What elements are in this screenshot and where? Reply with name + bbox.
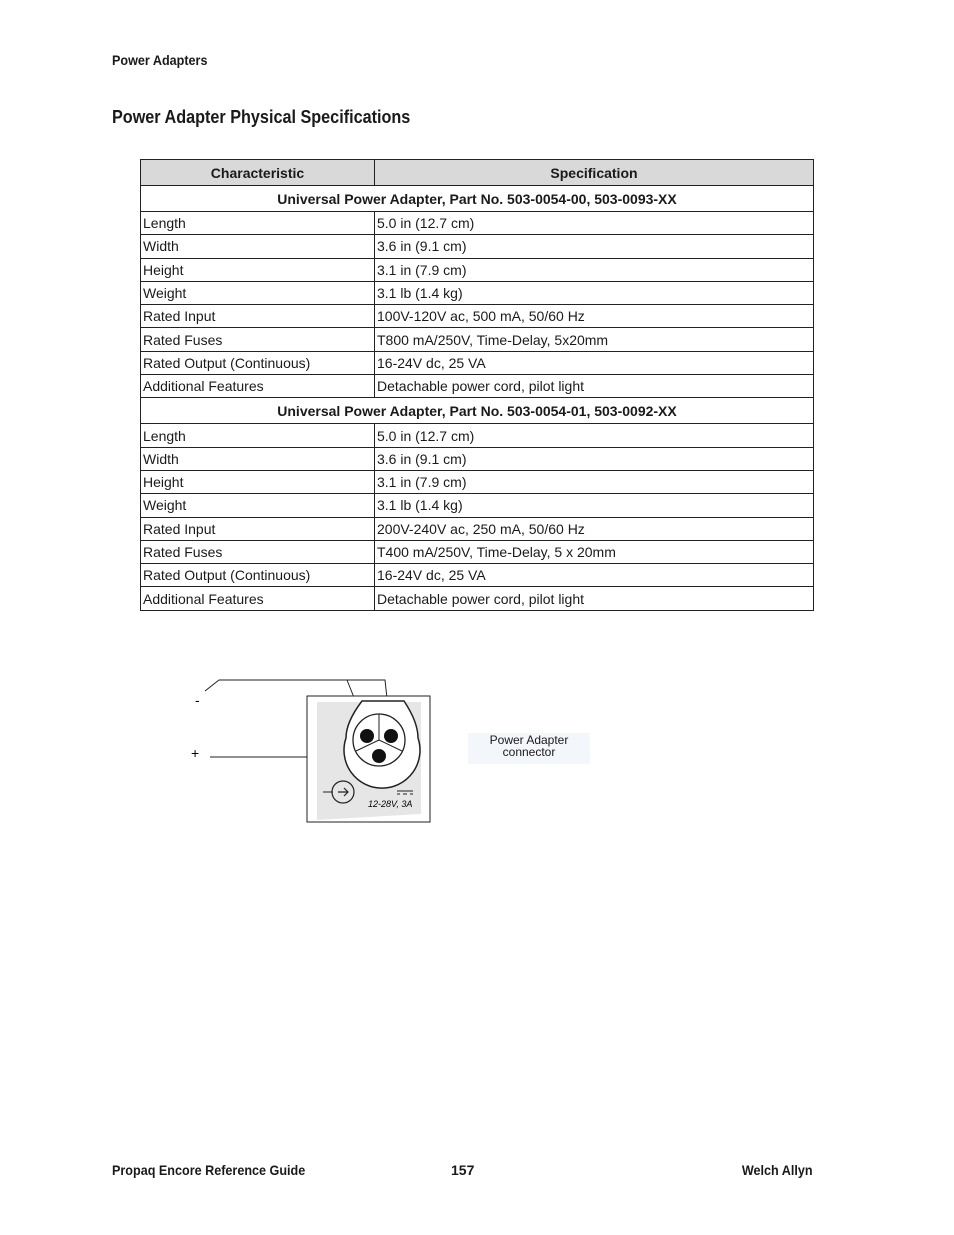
- table-row: [141, 235, 814, 258]
- table-header-row: [141, 160, 814, 186]
- characteristic-cell: Rated Output (Continuous): [141, 564, 375, 587]
- characteristic-cell: Rated Input: [141, 305, 375, 328]
- figure-caption-line2: connector: [502, 745, 556, 759]
- section-title: Power Adapter Physical Specifications: [112, 107, 411, 127]
- table-row: [141, 494, 814, 517]
- characteristic-cell: Rated Input: [141, 517, 375, 540]
- characteristic-cell: Length: [141, 424, 375, 447]
- table-row: [141, 587, 814, 610]
- column-header-specification: Specification: [375, 160, 814, 186]
- running-header: Power Adapters: [112, 52, 208, 68]
- footer-guide-title: Propaq Encore Reference Guide: [112, 1162, 306, 1178]
- table-row: [141, 305, 814, 328]
- table-row: [141, 212, 814, 235]
- spec-table-body: [141, 186, 814, 611]
- table-row: [141, 424, 814, 447]
- table-row: [141, 351, 814, 374]
- plus-terminal-label: +: [191, 745, 200, 761]
- specification-cell: 3.1 lb (1.4 kg): [375, 494, 814, 517]
- table-row: [141, 447, 814, 470]
- specification-cell: Detachable power cord, pilot light: [375, 587, 814, 610]
- specification-cell: 3.1 in (7.9 cm): [375, 258, 814, 281]
- characteristic-cell: Rated Output (Continuous): [141, 351, 375, 374]
- specification-cell: 3.1 lb (1.4 kg): [375, 281, 814, 304]
- specification-cell: 16-24V dc, 25 VA: [375, 351, 814, 374]
- specification-cell: 5.0 in (12.7 cm): [375, 212, 814, 235]
- characteristic-cell: Additional Features: [141, 375, 375, 398]
- characteristic-cell: Weight: [141, 281, 375, 304]
- specification-cell: 100V-120V ac, 500 mA, 50/60 Hz: [375, 305, 814, 328]
- group-title: Universal Power Adapter, Part No. 503-0054-01, 503-0092-XX: [141, 398, 814, 424]
- figure-caption: [468, 733, 590, 764]
- footer-brand: Welch Allyn: [742, 1162, 813, 1178]
- rating-label: 12-28V, 3A: [368, 799, 413, 809]
- characteristic-cell: Width: [141, 447, 375, 470]
- characteristic-cell: Width: [141, 235, 375, 258]
- specification-cell: Detachable power cord, pilot light: [375, 375, 814, 398]
- table-group-row: [141, 186, 814, 212]
- footer-page-number: 157: [451, 1162, 475, 1178]
- table-row: [141, 470, 814, 493]
- table-row: [141, 375, 814, 398]
- table-row: [141, 564, 814, 587]
- table-row: [141, 258, 814, 281]
- table-row: [141, 281, 814, 304]
- specification-cell: T400 mA/250V, Time-Delay, 5 x 20mm: [375, 540, 814, 563]
- specification-cell: 200V-240V ac, 250 mA, 50/60 Hz: [375, 517, 814, 540]
- characteristic-cell: Additional Features: [141, 587, 375, 610]
- specification-cell: 5.0 in (12.7 cm): [375, 424, 814, 447]
- characteristic-cell: Length: [141, 212, 375, 235]
- specification-cell: 3.1 in (7.9 cm): [375, 470, 814, 493]
- barrel-connector-icon: [344, 701, 420, 788]
- specification-cell: T800 mA/250V, Time-Delay, 5x20mm: [375, 328, 814, 351]
- characteristic-cell: Height: [141, 258, 375, 281]
- minus-terminal-label: -: [195, 692, 200, 708]
- table-row: [141, 328, 814, 351]
- table-row: [141, 517, 814, 540]
- specification-cell: 3.6 in (9.1 cm): [375, 235, 814, 258]
- characteristic-cell: Height: [141, 470, 375, 493]
- spec-table: [140, 159, 814, 611]
- characteristic-cell: Rated Fuses: [141, 328, 375, 351]
- figure-caption-line1: Power Adapter: [489, 733, 569, 747]
- characteristic-cell: Weight: [141, 494, 375, 517]
- specification-cell: 16-24V dc, 25 VA: [375, 564, 814, 587]
- specification-cell: 3.6 in (9.1 cm): [375, 447, 814, 470]
- characteristic-cell: Rated Fuses: [141, 540, 375, 563]
- table-group-row: [141, 398, 814, 424]
- column-header-characteristic: Characteristic: [141, 160, 375, 186]
- group-title: Universal Power Adapter, Part No. 503-0054-00, 503-0093-XX: [141, 186, 814, 212]
- table-row: [141, 540, 814, 563]
